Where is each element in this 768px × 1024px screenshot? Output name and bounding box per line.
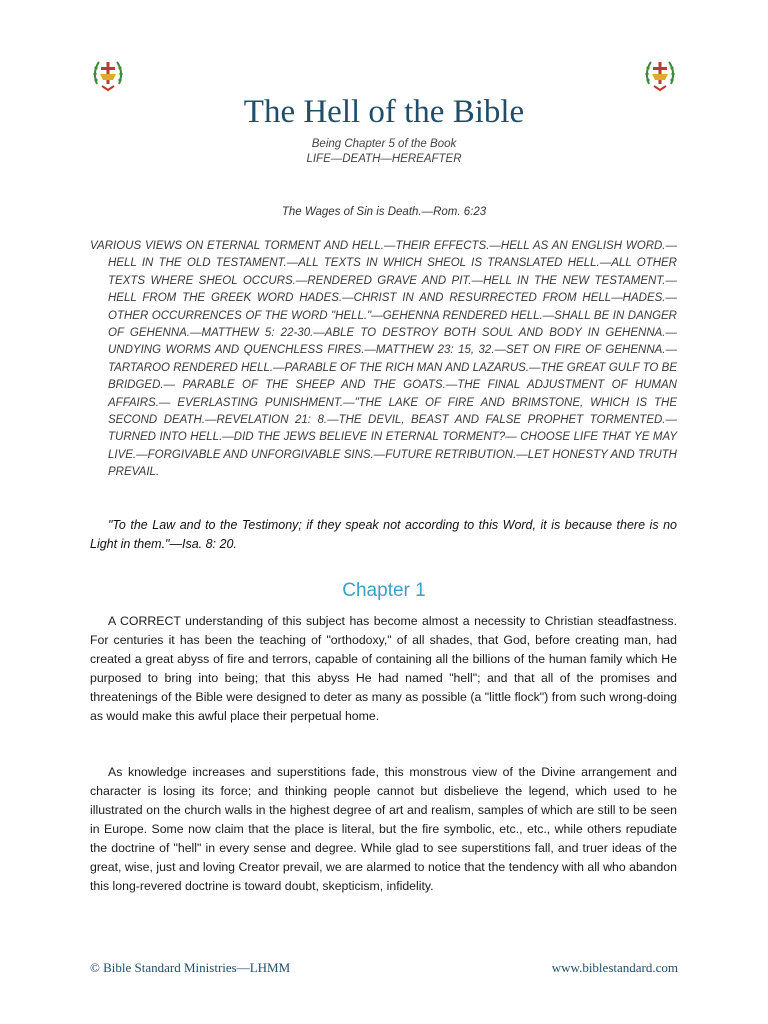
page-footer xyxy=(90,960,678,976)
document-title: The Hell of the Bible xyxy=(243,94,525,130)
chapter-heading: Chapter 1 xyxy=(342,580,426,601)
subtitle-line-series: LIFE—DEATH—HEREAFTER xyxy=(306,153,462,165)
cross-wreath-emblem-icon xyxy=(91,56,125,94)
body-paragraph: A CORRECT understanding of this subject has become almost a necessity to Christian steadfastness. For centuries it has been the teaching of "orthodoxy," of all shades, that God, before creating man, had created a great abyss of fire and terrors, capable of containing all the billions of the human family which He purposed to bring into being; that this abyss He had named "hell"; and that all of the promises and threatenings of the Bible were designed to deter as many as possible (a "little flock") from such wrong-doing as would make this awful place their perpetual home. xyxy=(90,614,677,723)
scripture-quote: "To the Law and to the Testimony; if they speak not according to this Word, it is because there is no Light in them."—Isa. 8: 20. xyxy=(90,518,677,551)
footer-copyright: © Bible Standard Ministries—LHMM xyxy=(90,960,291,975)
chapter-synopsis: VARIOUS VIEWS ON ETERNAL TORMENT AND HELL.—THEIR EFFECTS.—HELL AS AN ENGLISH WORD.—HELL IN THE OLD TESTAMENT.—ALL TEXTS IN WHICH SHEOL IS TRANSLATED HELL.—ALL OTHER TEXTS WHERE SHEOL OCCURS.—RENDERED GRAVE AND PIT.—HELL IN THE NEW TESTAMENT.—HELL FROM THE GREEK WORD HADES.—CHRIST IN AND RESURRECTED FROM HELL—HADES.—OTHER OCCURRENCES OF THE WORD "HELL."—GEHENNA RENDERED HELL.—SHALL BE IN DANGER OF GEHENNA.—MATTHEW 5: 22-30.—ABLE TO DESTROY BOTH SOUL AND BODY IN GEHENNA.—UNDYING WORMS AND QUENCHLESS FIRES.—MATTHEW 23: 15, 32.—SET ON FIRE OF GEHENNA.—TARTAROO RENDERED HELL.—PARABLE OF THE RICH MAN AND LAZARUS.—THE GREAT GULF TO BE BRIDGED.— PARABLE OF THE SHEEP AND THE GOATS.—THE FINAL ADJUSTMENT OF HUMAN AFFAIRS.— EVERLASTING PUNISHMENT.—"THE LAKE OF FIRE AND BRIMSTONE, WHICH IS THE SECOND DEATH.—REVELATION 21: 8.—THE DEVIL, BEAST AND FALSE PROPHET TORMENTED.—TURNED INTO HELL.—DID THE JEWS BELIEVE IN ETERNAL TORMENT?— CHOOSE LIFE THAT YE MAY LIVE.—FORGIVABLE AND UNFORGIVABLE SINS.—FUTURE RETRIBUTION.—LET HONESTY AND TRUTH PREVAIL. xyxy=(90,240,677,479)
body-paragraph: As knowledge increases and superstitions fade, this monstrous view of the Divine arrangement and character is losing its force; and thinking people cannot but disbelieve the legend, which used to he illustrated on the church walls in the highest degree of art and realism, samples of which are still to be seen in Europe. Some now claim that the place is literal, but the fire symbolic, etc., etc., while others repudiate the doctrine of "hell" in every sense and degree. While glad to see superstitions fall, and truer ideas of the great, wise, just and loving Creator prevail, we are alarmed to notice that the tendency with all who abandon this long-revered doctrine is toward doubt, skepticism, infidelity. xyxy=(90,765,677,893)
subtitle-line-book: Being Chapter 5 of the Book xyxy=(311,138,457,150)
document-subtitle xyxy=(0,137,768,167)
cross-wreath-emblem-icon xyxy=(643,56,677,94)
epigraph: The Wages of Sin is Death.—Rom. 6:23 xyxy=(281,206,487,218)
footer-website-link[interactable]: www.biblestandard.com xyxy=(551,960,678,975)
